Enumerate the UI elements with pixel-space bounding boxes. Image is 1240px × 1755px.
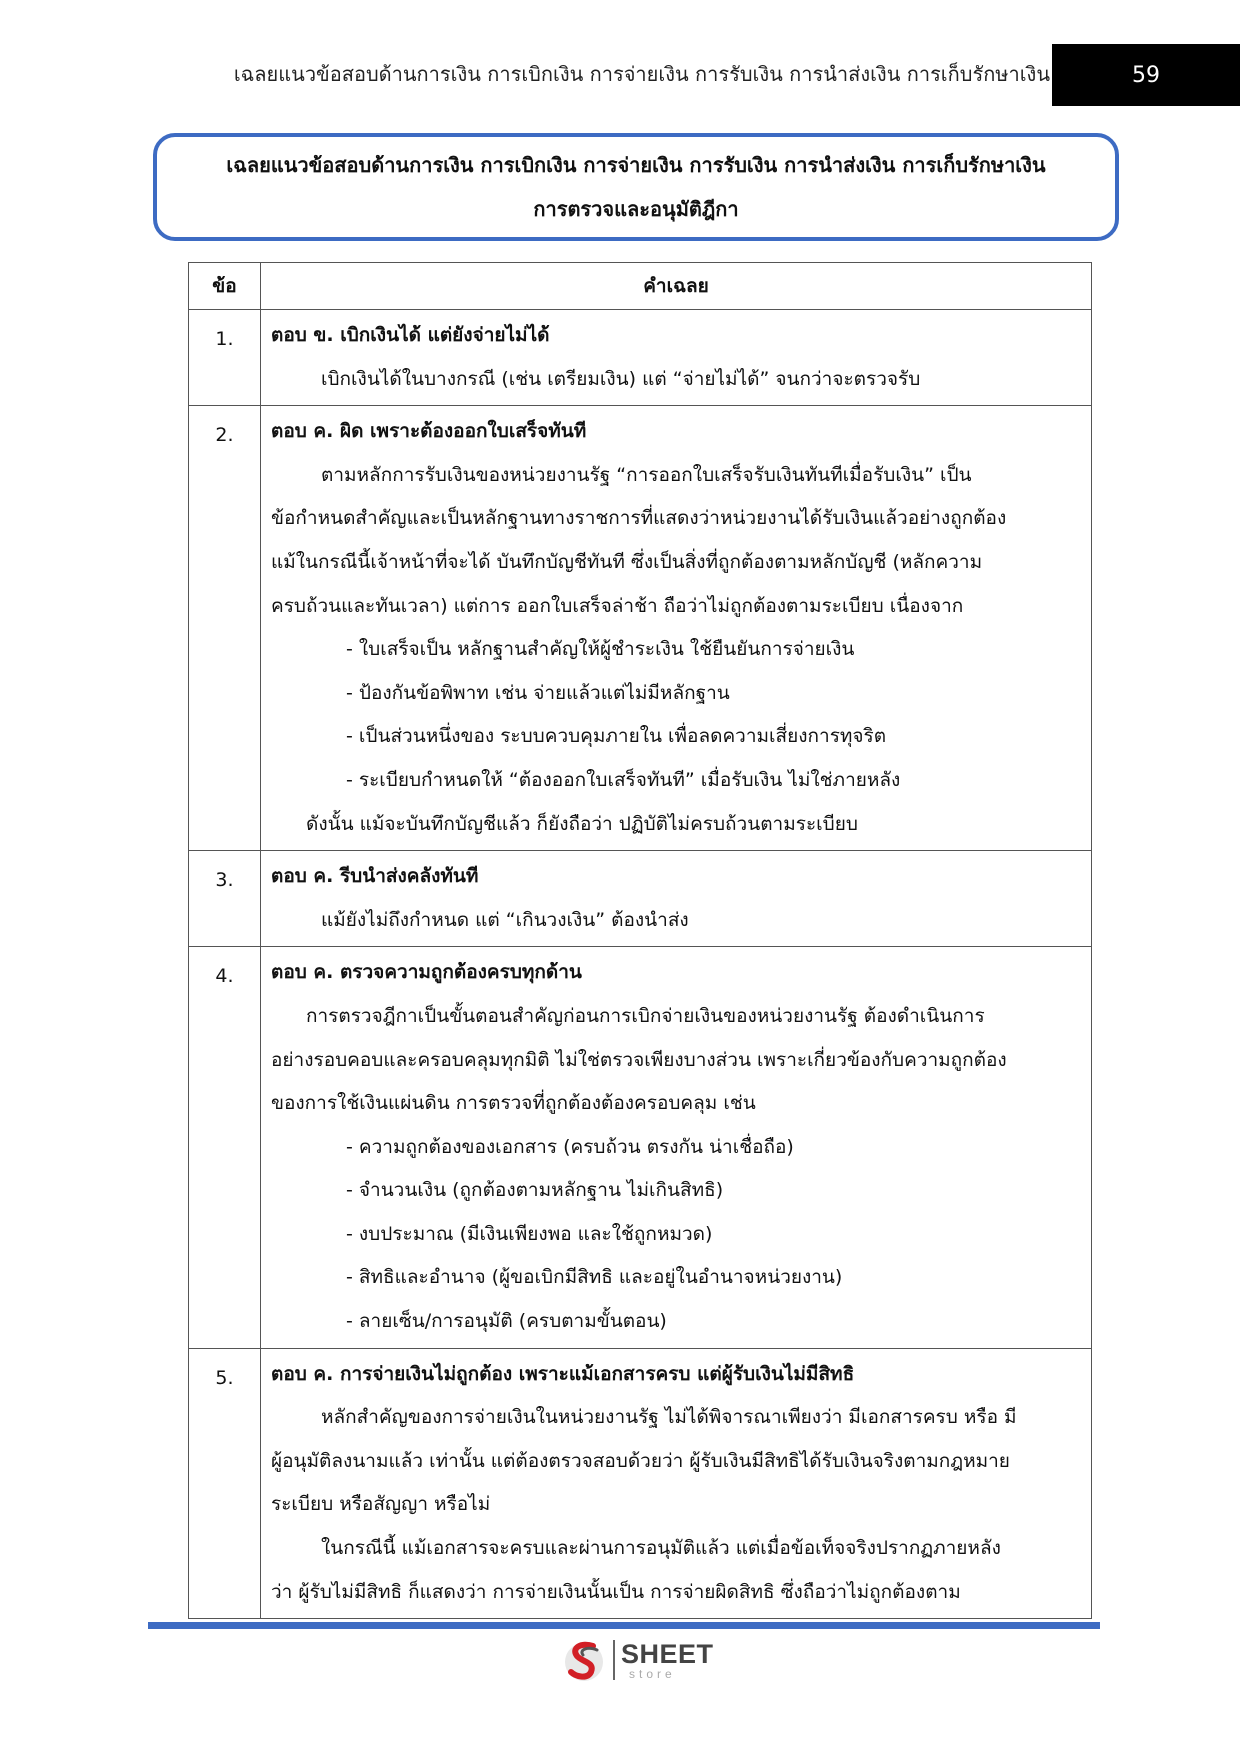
question-number: 3. bbox=[189, 851, 261, 947]
answer-text: ข้อกำหนดสำคัญและเป็นหลักฐานทางราชการที่แสดงว่าหน่วยงานได้รับเงินแล้วอย่างถูกต้อง bbox=[271, 507, 1007, 530]
answer-cell bbox=[261, 947, 1092, 1348]
running-header bbox=[0, 44, 1240, 106]
answer-text: ระเบียบ หรือสัญญา หรือไม่ bbox=[271, 1493, 491, 1516]
bullet-item: - ระเบียบกำหนดให้ “ต้องออกใบเสร็จทันที” เมื่อรับเงิน ไม่ใช่ภายหลัง bbox=[346, 768, 901, 791]
answer-text: แม้ในกรณีนี้เจ้าหน้าที่จะได้ บันทึกบัญชีทันที ซึ่งเป็นสิ่งที่ถูกต้องตามหลักบัญชี (หลักความ bbox=[271, 550, 983, 573]
answer-text: ผู้อนุมัติลงนามแล้ว เท่านั้น แต่ต้องตรวจสอบด้วยว่า ผู้รับเงินมีสิทธิได้รับเงินจริงตามกฎหมาย bbox=[271, 1449, 1010, 1472]
table-row bbox=[189, 310, 1092, 406]
bullet-item: - ใบเสร็จเป็น หลักฐานสำคัญให้ผู้ชำระเงิน ใช้ยืนยันการจ่ายเงิน bbox=[346, 638, 855, 661]
answer-cell bbox=[261, 310, 1092, 406]
sheet-store-logo-icon bbox=[563, 1636, 609, 1684]
footer-logo bbox=[563, 1634, 714, 1686]
answer-table bbox=[188, 262, 1092, 1619]
title-box bbox=[153, 133, 1119, 241]
answer-text: ครบถ้วนและทันเวลา) แต่การ ออกใบเสร็จล่าช้า ถือว่าไม่ถูกต้องตามระเบียบ เนื่องจาก bbox=[271, 594, 964, 617]
footer-rule bbox=[148, 1622, 1100, 1629]
logo-subtitle: store bbox=[629, 1666, 676, 1681]
running-title: เฉลยแนวข้อสอบด้านการเงิน การเบิกเงิน การจ่ายเงิน การรับเงิน การนำส่งเงิน การเก็บรักษาเงิน bbox=[233, 62, 1050, 86]
answer-text: หลักสำคัญของการจ่ายเงินในหน่วยงานรัฐ ไม่ได้พิจารณาเพียงว่า มีเอกสารครบ หรือ มี bbox=[321, 1406, 1017, 1429]
answer-text: ดังนั้น แม้จะบันทึกบัญชีแล้ว ก็ยังถือว่า ปฏิบัติไม่ครบถ้วนตามระเบียบ bbox=[306, 812, 858, 835]
bullet-item: - ลายเซ็น/การอนุมัติ (ครบตามขั้นตอน) bbox=[346, 1310, 667, 1333]
answer-heading: ตอบ ข. เบิกเงินได้ แต่ยังจ่ายไม่ได้ bbox=[271, 324, 550, 346]
answer-text: ในกรณีนี้ แม้เอกสารจะครบและผ่านการอนุมัติแล้ว แต่เมื่อข้อเท็จจริงปรากฏภายหลัง bbox=[321, 1537, 1001, 1560]
table-row bbox=[189, 947, 1092, 1348]
column-header-answer: คำเฉลย bbox=[261, 263, 1092, 310]
question-number: 2. bbox=[189, 406, 261, 851]
answer-heading: ตอบ ค. รีบนำส่งคลังทันที bbox=[271, 865, 479, 888]
answer-text: เบิกเงินได้ในบางกรณี (เช่น เตรียมเงิน) แต่ “จ่ายไม่ได้” จนกว่าจะตรวจรับ bbox=[321, 367, 921, 390]
question-number: 4. bbox=[189, 947, 261, 1348]
logo-text bbox=[621, 1638, 714, 1681]
answer-text: ว่า ผู้รับไม่มีสิทธิ ก็แสดงว่า การจ่ายเงินนั้นเป็น การจ่ายผิดสิทธิ ซึ่งถือว่าไม่ถูกต้องตาม bbox=[271, 1580, 961, 1603]
question-number: 5. bbox=[189, 1348, 261, 1619]
answer-cell bbox=[261, 406, 1092, 851]
bullet-item: - สิทธิและอำนาจ (ผู้ขอเบิกมีสิทธิ และอยู่ในอำนาจหน่วยงาน) bbox=[346, 1266, 843, 1289]
answer-heading: ตอบ ค. ตรวจความถูกต้องครบทุกด้าน bbox=[271, 961, 582, 984]
logo-divider bbox=[613, 1640, 615, 1680]
table-row bbox=[189, 1348, 1092, 1619]
answer-text: การตรวจฎีกาเป็นขั้นตอนสำคัญก่อนการเบิกจ่ายเงินของหน่วยงานรัฐ ต้องดำเนินการ bbox=[306, 1004, 985, 1027]
logo-word: SHEET bbox=[621, 1638, 714, 1669]
answer-text: อย่างรอบคอบและครอบคลุมทุกมิติ ไม่ใช่ตรวจเพียงบางส่วน เพราะเกี่ยวข้องกับความถูกต้อง bbox=[271, 1048, 1007, 1071]
table-header-row bbox=[189, 263, 1092, 310]
question-number: 1. bbox=[189, 310, 261, 406]
title-line-1: เฉลยแนวข้อสอบด้านการเงิน การเบิกเงิน การจ่ายเงิน การรับเงิน การนำส่งเงิน การเก็บรักษาเงิน bbox=[226, 153, 1046, 177]
table-row bbox=[189, 406, 1092, 851]
page-number: 59 bbox=[1052, 44, 1240, 106]
title-line-2: การตรวจและอนุมัติฎีกา bbox=[533, 197, 739, 221]
column-header-no: ข้อ bbox=[189, 263, 261, 310]
answer-text: ของการใช้เงินแผ่นดิน การตรวจที่ถูกต้องต้องครอบคลุม เช่น bbox=[271, 1092, 756, 1115]
answer-heading: ตอบ ค. ผิด เพราะต้องออกใบเสร็จทันที bbox=[271, 420, 587, 443]
table-row bbox=[189, 851, 1092, 947]
bullet-item: - จำนวนเงิน (ถูกต้องตามหลักฐาน ไม่เกินสิทธิ) bbox=[346, 1179, 724, 1202]
answer-text: แม้ยังไม่ถึงกำหนด แต่ “เกินวงเงิน” ต้องนำส่ง bbox=[321, 908, 689, 931]
bullet-item: - ป้องกันข้อพิพาท เช่น จ่ายแล้วแต่ไม่มีหลักฐาน bbox=[346, 681, 730, 704]
bullet-item: - ความถูกต้องของเอกสาร (ครบถ้วน ตรงกัน น่าเชื่อถือ) bbox=[346, 1135, 794, 1158]
bullet-item: - เป็นส่วนหนึ่งของ ระบบควบคุมภายใน เพื่อลดความเสี่ยงการทุจริต bbox=[346, 725, 887, 748]
answer-cell bbox=[261, 851, 1092, 947]
bullet-item: - งบประมาณ (มีเงินเพียงพอ และใช้ถูกหมวด) bbox=[346, 1222, 713, 1245]
answer-text: ตามหลักการรับเงินของหน่วยงานรัฐ “การออกใบเสร็จรับเงินทันทีเมื่อรับเงิน” เป็น bbox=[321, 463, 972, 486]
answer-cell bbox=[261, 1348, 1092, 1619]
answer-heading: ตอบ ค. การจ่ายเงินไม่ถูกต้อง เพราะแม้เอกสารครบ แต่ผู้รับเงินไม่มีสิทธิ bbox=[271, 1362, 855, 1385]
